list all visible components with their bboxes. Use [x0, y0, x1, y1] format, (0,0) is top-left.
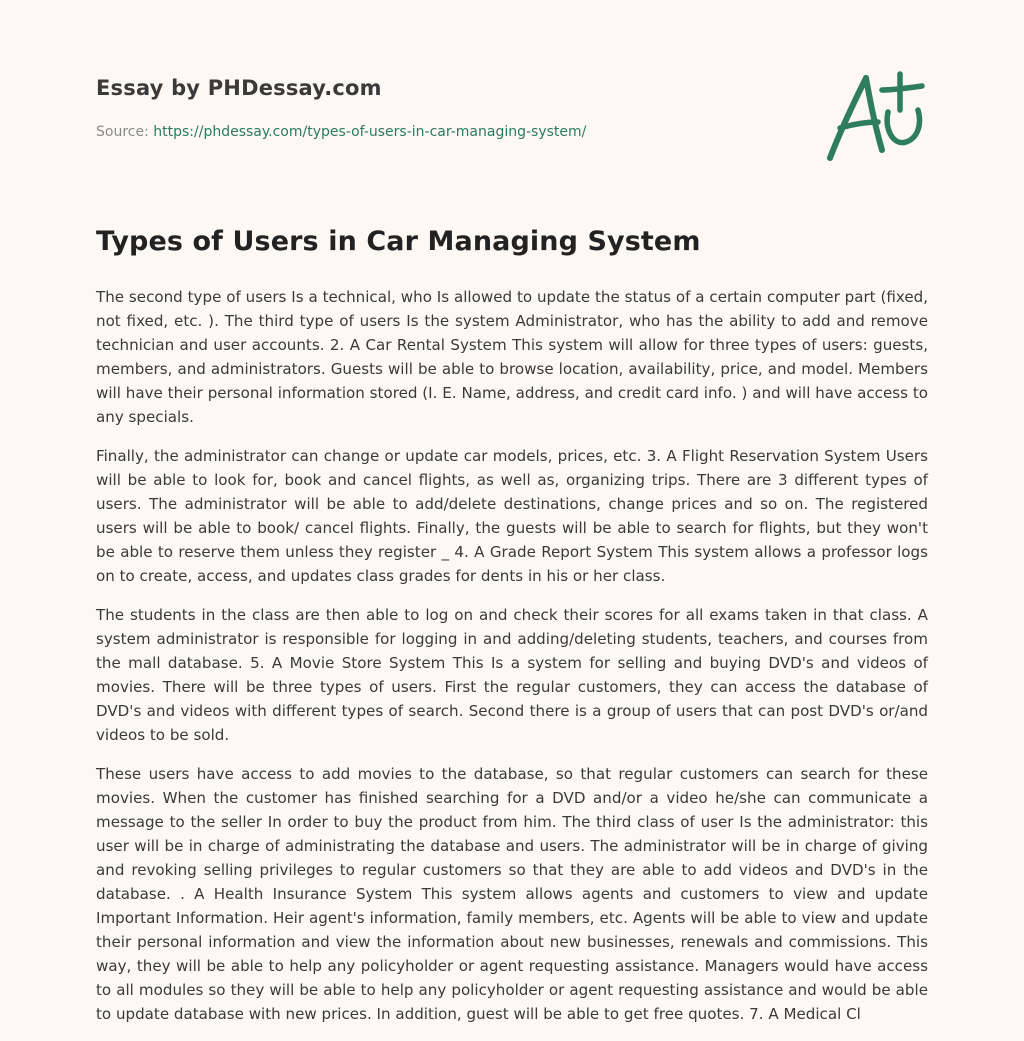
essay-title: Types of Users in Car Managing System: [96, 226, 701, 257]
source-line: [96, 124, 586, 140]
essay-body: [96, 285, 928, 1041]
logo-swoosh: [887, 110, 919, 143]
essay-paragraph: Finally, the administrator can change or update car models, prices, etc. 3. A Flight Reservation System Users will be able to look for, book and cancel flights, as well as, organizing trips. There are 3 different types of users. The administrator will be able to add/delete destinations, change prices and so on. The registered users will be able to book/ cancel flights. Finally, the guests will be able to search for flights, but they won't be able to reserve them unless they register _ 4. A Grade Report System This system allows a professor logs on to create, access, and updates class grades for dents in his or her class.: [96, 447, 928, 585]
brand-title: Essay by PHDessay.com: [96, 76, 382, 100]
source-label: Source:: [96, 124, 149, 140]
essay-paragraph: These users have access to add movies to the database, so that regular customers can search for these movies. When the customer has finished searching for a DVD and/or a video he/she can communicate a message to the seller In order to buy the product from him. The third class of user Is the administrator: this user will be in charge of administrating the database and users. The administrator will be in charge of giving and revoking selling privileges to regular customers so that they are able to add videos and DVD's in the database. . A Health Insurance System This system allows agents and customers to view and update Important Information. Heir agent's information, family members, etc. Agents will be able to view and update their personal information and view the information about new businesses, renewals and commissions. This way, they will be able to help any policyholder or agent requesting assistance. Managers would have access to all modules so they will be able to help any policyholder or agent requesting assistance and would be able to update database with new prices. In addition, guest will be able to get free quotes. 7. A Medical Cl: [96, 765, 928, 1023]
a-plus-logo-icon: [822, 66, 928, 164]
source-link[interactable]: https://phdessay.com/types-of-users-in-car-managing-system/: [153, 124, 587, 140]
logo-plus-horizontal: [882, 86, 922, 90]
essay-paragraph: The students in the class are then able to log on and check their scores for all exams taken in that class. A system administrator is responsible for logging in and adding/deleting students, teachers, and courses from the mall database. 5. A Movie Store System This Is a system for selling and buying DVD's and videos of movies. There will be three types of users. First the regular customers, they can access the database of DVD's and videos with different types of search. Second there is a group of users that can post DVD's or/and videos to be sold.: [96, 606, 928, 744]
logo-a-left-stroke: [830, 78, 866, 158]
essay-paragraph: The second type of users Is a technical, who Is allowed to update the status of a certain computer part (fixed, not fixed, etc. ). The third type of users Is the system Administrator, who has the ability to add and remove technician and user accounts. 2. A Car Rental System This system will allow for three types of users: guests, members, and administrators. Guests will be able to browse location, availability, price, and model. Members will have their personal information stored (I. E. Name, address, and credit card info. ) and will have access to any specials.: [96, 288, 928, 426]
